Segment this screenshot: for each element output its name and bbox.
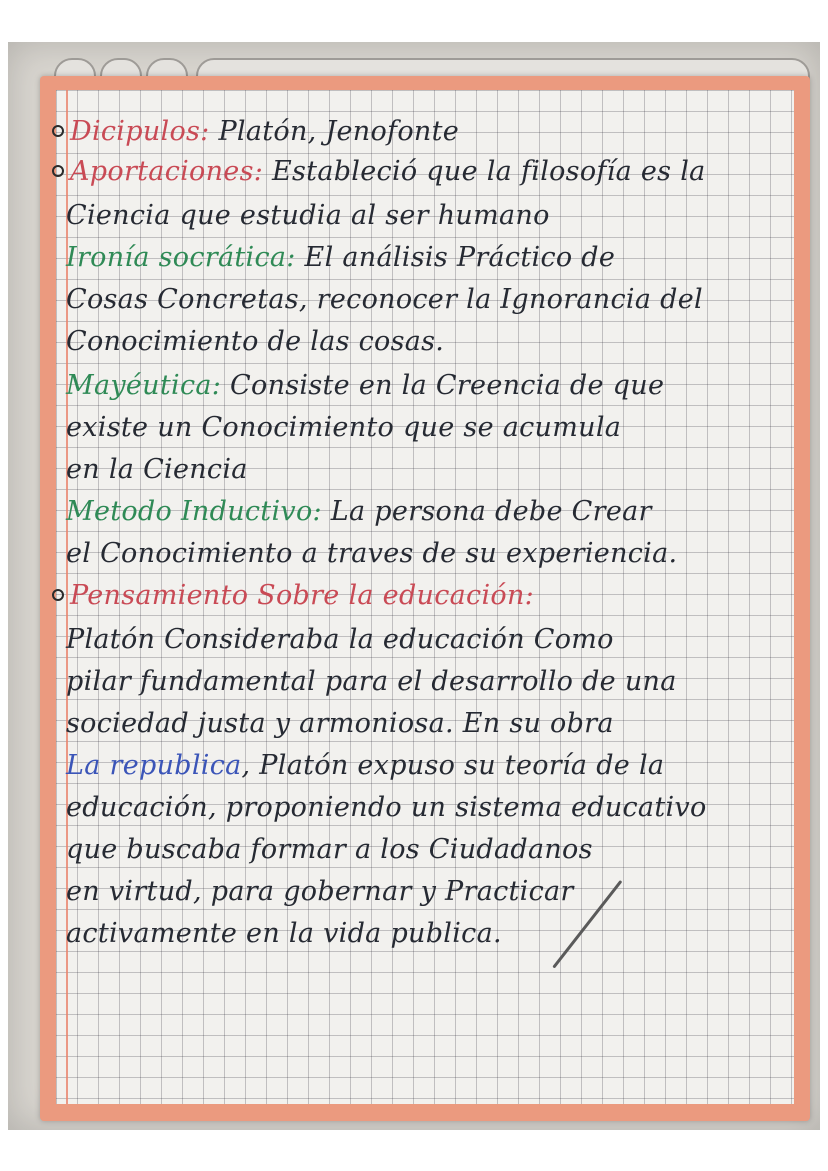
note-line (66, 322, 444, 362)
note-heading: Metodo Inductivo: (66, 496, 322, 527)
note-text: que buscaba formar a los Ciudadanos (66, 834, 593, 865)
bullet-icon (52, 589, 64, 601)
note-line (66, 450, 248, 490)
note-text: existe un Conocimiento que se acumula (66, 412, 622, 443)
note-text: en la Ciencia (66, 454, 248, 485)
note-line (66, 872, 574, 912)
note-line (52, 576, 534, 616)
note-line (66, 366, 664, 406)
note-line (66, 196, 550, 236)
note-text: sociedad justa y armoniosa. En su obra (66, 708, 614, 739)
bullet-icon (52, 125, 64, 137)
note-line (66, 492, 652, 532)
note-heading: Ironía socrática: (66, 242, 296, 273)
note-text: Conocimiento de las cosas. (66, 326, 445, 357)
note-text: La persona debe Crear (321, 496, 652, 527)
note-text: en virtud, para gobernar y Practicar (66, 876, 574, 907)
note-text: Consiste en la Creencia de que (221, 370, 665, 401)
note-text: pilar fundamental para el desarrollo de una (66, 666, 677, 697)
note-text: Cosas Concretas, reconocer la Ignorancia del (66, 284, 703, 315)
note-line (66, 534, 677, 574)
note-line (66, 788, 707, 828)
note-text: Ciencia que estudia al ser humano (66, 200, 550, 231)
note-text: Estableció que la filosofía es la (263, 156, 706, 187)
note-line (66, 830, 593, 870)
note-line (66, 620, 614, 660)
note-heading: Mayéutica: (66, 370, 222, 401)
note-line (66, 662, 677, 702)
note-heading: Aportaciones: (70, 156, 264, 187)
note-text: el Conocimiento a traves de su experiencia. (66, 538, 678, 569)
note-heading: La republica (66, 750, 242, 781)
note-text: El análisis Práctico de (295, 242, 616, 273)
note-line (66, 238, 615, 278)
note-text: activamente en la vida publica. (66, 918, 502, 949)
note-line (66, 408, 621, 448)
note-text: Platón, Jenofonte (209, 116, 460, 147)
note-text: Platón Consideraba la educación Como (66, 624, 614, 655)
bullet-icon (52, 165, 64, 177)
note-heading: Dicipulos: (70, 116, 210, 147)
note-line (52, 152, 706, 192)
note-heading: Pensamiento Sobre la educación: (70, 580, 535, 611)
note-text: , Platón expuso su teoría de la (241, 750, 665, 781)
note-line (66, 914, 502, 954)
note-text: educación, proponiendo un sistema educativo (66, 792, 707, 823)
note-line (66, 280, 703, 320)
note-line (66, 746, 664, 786)
note-line (66, 704, 614, 744)
note-line (52, 112, 459, 152)
